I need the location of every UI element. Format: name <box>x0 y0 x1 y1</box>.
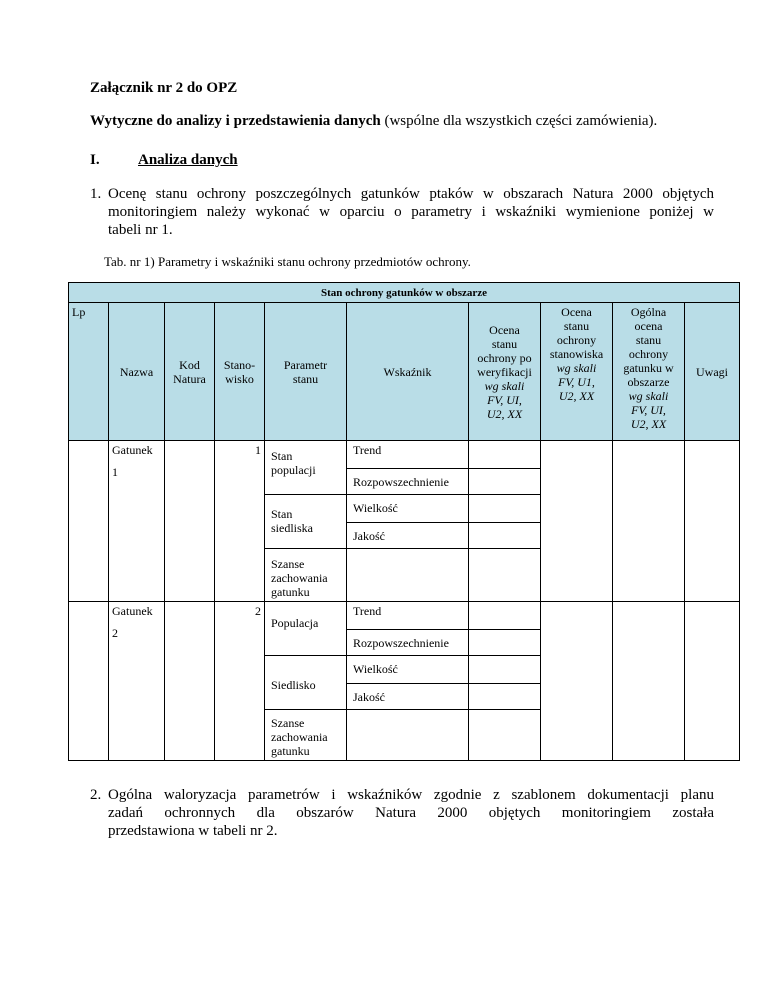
cell-param-population <box>265 441 347 495</box>
cell-ogolna-ocena <box>613 602 685 761</box>
cell-ocena-weryfikacji <box>469 469 541 495</box>
param-line: Siedlisko <box>271 678 316 692</box>
cell-ocena-weryfikacji <box>469 523 541 549</box>
cell-species-name <box>109 602 165 761</box>
species-name: Gatunek <box>112 443 153 457</box>
cell-site: 1 <box>215 441 265 602</box>
item2-line: Ogólna waloryzacja parametrów i wskaźników zgodnie z szablonem dokumentacji planu <box>108 787 714 803</box>
header-ocena-weryfikacji <box>469 303 541 441</box>
cell-ocena-weryfikacji <box>469 495 541 523</box>
param-line: populacji <box>271 463 316 477</box>
cell-uwagi <box>685 602 740 761</box>
cell-ocena-weryfikacji <box>469 441 541 469</box>
cell-kod <box>165 441 215 602</box>
header-line: obszarze <box>627 375 670 389</box>
cell-ocena-stanowiska <box>541 602 613 761</box>
header-scale-line: wg skali <box>556 361 597 375</box>
cell-species-name <box>109 441 165 602</box>
header-parametr-line: Parametr <box>283 357 328 372</box>
cell-indicator-size: Wielkość <box>347 656 469 684</box>
header-scale-line: U2, XX <box>486 406 523 421</box>
header-scale-line: FV, U1, <box>558 375 595 389</box>
cell-lp <box>69 602 109 761</box>
header-line: gatunku w <box>623 361 674 375</box>
item2-paragraph <box>108 786 714 840</box>
guidelines-line <box>90 112 657 130</box>
header-stanowisko-line: wisko <box>225 371 254 386</box>
section-number: I. <box>90 152 100 168</box>
cell-lp <box>69 441 109 602</box>
section-title: Analiza danych <box>138 152 238 168</box>
header-line: ochrony po <box>477 350 532 365</box>
table-caption: Tab. nr 1) Parametry i wskaźniki stanu ochrony przedmiotów ochrony. <box>104 254 471 269</box>
header-uwagi: Uwagi <box>685 303 740 441</box>
cell-ocena-weryfikacji <box>469 710 541 761</box>
guidelines-rest: (wspólne dla wszystkich części zamówienia). <box>380 113 658 129</box>
cell-param-chances <box>265 710 347 761</box>
header-kod-natura <box>165 303 215 441</box>
header-line: ochrony <box>556 333 597 347</box>
header-parametr <box>265 303 347 441</box>
item1-paragraph <box>108 185 714 239</box>
param-line: siedliska <box>271 521 313 535</box>
header-stanowisko <box>215 303 265 441</box>
header-ocena-stanowiska <box>541 303 613 441</box>
param-line: Stan <box>271 507 293 521</box>
header-line: weryfikacji <box>477 364 532 379</box>
item2-number: 2. <box>90 787 102 803</box>
header-line: stanu <box>491 336 518 351</box>
cell-indicator-quality: Jakość <box>347 523 469 549</box>
cell-ogolna-ocena <box>613 441 685 602</box>
header-line: Ogólna <box>630 305 667 319</box>
header-wskaznik: Wskaźnik <box>347 303 469 441</box>
param-line: Stan <box>271 449 293 463</box>
cell-site: 2 <box>215 602 265 761</box>
header-stanowisko-line: Stano- <box>223 357 256 372</box>
param-line: gatunku <box>271 744 310 758</box>
item1-line: monitoringiem należy wykonać w oparciu o parametry i wskaźniki wymienione poniżej w <box>108 204 714 220</box>
header-parametr-line: stanu <box>292 371 319 386</box>
species-name: Gatunek <box>112 604 153 618</box>
header-scale-line: FV, UI, <box>631 403 666 417</box>
item2-line: przedstawiona w tabeli nr 2. <box>108 823 278 839</box>
item1-line: Ocenę stanu ochrony poszczególnych gatunków ptaków w obszarach Natura 2000 objętych <box>108 186 714 202</box>
param-line: Szanse <box>271 716 305 730</box>
item1-number: 1. <box>90 186 102 202</box>
header-scale-line: wg skali <box>628 389 669 403</box>
cell-kod <box>165 602 215 761</box>
param-line: gatunku <box>271 585 310 599</box>
cell-indicator-quality: Jakość <box>347 684 469 710</box>
table-title: Stan ochrony gatunków w obszarze <box>69 283 740 303</box>
header-nazwa: Nazwa <box>109 303 165 441</box>
header-line: Ocena <box>561 305 592 319</box>
cell-indicator-empty <box>347 710 469 761</box>
annex-heading: Załącznik nr 2 do OPZ <box>90 80 238 96</box>
cell-indicator-trend: Trend <box>347 602 469 630</box>
header-line: Ocena <box>489 322 520 337</box>
header-line: ocena <box>634 319 663 333</box>
cell-ocena-weryfikacji <box>469 656 541 684</box>
cell-indicator-distribution: Rozpowszechnienie <box>347 630 469 656</box>
param-line: zachowania <box>271 730 328 744</box>
param-line: Populacja <box>271 616 319 630</box>
cell-indicator-distribution: Rozpowszechnienie <box>347 469 469 495</box>
header-lp: Lp <box>69 303 109 441</box>
cell-param-habitat <box>265 495 347 549</box>
cell-indicator-trend: Trend <box>347 441 469 469</box>
param-line: Szanse <box>271 557 305 571</box>
header-line: stanu <box>563 319 590 333</box>
cell-ocena-weryfikacji <box>469 684 541 710</box>
header-line: stanu <box>635 333 662 347</box>
species-number: 1 <box>112 465 118 479</box>
header-scale-line: wg skali <box>484 378 525 393</box>
header-kod-line: Kod <box>179 357 200 372</box>
header-scale-line: U2, XX <box>630 417 667 431</box>
cell-ocena-weryfikacji <box>469 549 541 602</box>
header-line: ochrony <box>628 347 669 361</box>
header-scale-line: U2, XX <box>558 389 595 403</box>
header-scale-line: FV, UI, <box>487 392 522 407</box>
param-line: zachowania <box>271 571 328 585</box>
header-line: stanowiska <box>549 347 604 361</box>
cell-ocena-weryfikacji <box>469 602 541 630</box>
cell-indicator-empty <box>347 549 469 602</box>
cell-param-chances <box>265 549 347 602</box>
guidelines-bold: Wytyczne do analizy i przedstawienia danych <box>90 113 381 129</box>
item1-line: tabeli nr 1. <box>108 222 173 238</box>
header-kod-line: Natura <box>173 371 206 386</box>
species-number: 2 <box>112 626 118 640</box>
cell-param-population <box>265 602 347 656</box>
item2-line: zadań ochronnych dla obszarów Natura 2000 objętych monitoringiem została <box>108 805 714 821</box>
header-ogolna-ocena <box>613 303 685 441</box>
cell-ocena-weryfikacji <box>469 630 541 656</box>
cell-ocena-stanowiska <box>541 441 613 602</box>
cell-param-habitat <box>265 656 347 710</box>
cell-indicator-size: Wielkość <box>347 495 469 523</box>
cell-uwagi <box>685 441 740 602</box>
protection-status-table <box>68 282 740 761</box>
